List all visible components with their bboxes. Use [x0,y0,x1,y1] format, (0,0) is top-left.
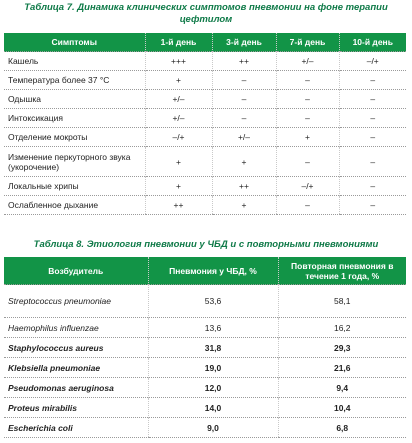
table-cell: – [339,147,406,177]
table-cell: 9,4 [278,378,406,398]
table-cell: 53,6 [148,285,278,318]
table-cell: – [276,71,339,90]
symptom-name: Локальные хрипы [4,177,145,196]
table-cell: ++ [212,52,276,71]
table8-caption: Таблица 8. Этиология пневмонии у ЧБД и с повторными пневмониями [33,239,379,250]
symptom-name: Интоксикация [4,109,145,128]
table-row [4,71,406,90]
col-header-day1: 1-й день [145,33,212,52]
table-cell: – [276,90,339,109]
table-row [4,338,406,358]
table-cell: –/+ [145,128,212,147]
table-cell: – [339,90,406,109]
table7-caption: Таблица 7. Динамика клинических симптомов пневмонии на фоне терапии цефтилом [24,2,388,25]
table-cell: +++ [145,52,212,71]
symptom-name: Температура более 37 °С [4,71,145,90]
table-cell: 58,1 [278,285,406,318]
symptom-name: Одышка [4,90,145,109]
etiology-table [4,257,406,438]
table-cell: 29,3 [278,338,406,358]
pathogen-name: Escherichia coli [4,418,148,438]
table-cell: 16,2 [278,318,406,338]
table-cell: – [212,109,276,128]
table8-header-row [4,257,406,285]
col-header-symptoms: Симптомы [4,33,145,52]
col-header-day7: 7-й день [276,33,339,52]
table-cell: 6,8 [278,418,406,438]
table-cell: – [276,196,339,215]
pathogen-name: Streptococcus pneumoniae [4,285,148,318]
table-row [4,196,406,215]
pathogen-name: Staphylococcus aureus [4,338,148,358]
col-header-recurrent-pneumonia: Повторная пневмония в течение 1 года, % [278,257,406,285]
pathogen-name: Haemophilus influenzae [4,318,148,338]
table-cell: – [276,109,339,128]
table-cell: –/+ [276,177,339,196]
symptom-name: Ослабленное дыхание [4,196,145,215]
table-cell: 13,6 [148,318,278,338]
table7-header-row [4,33,406,52]
table-row [4,318,406,338]
table-cell: + [145,177,212,196]
table-cell: 12,0 [148,378,278,398]
table-cell: + [145,71,212,90]
table-cell: – [212,90,276,109]
table-row [4,128,406,147]
table-cell: 21,6 [278,358,406,378]
table-cell: 14,0 [148,398,278,418]
col-header-day3: 3-й день [212,33,276,52]
table-row [4,358,406,378]
symptom-name: Отделение мокроты [4,128,145,147]
table-cell: – [339,196,406,215]
table-cell: – [339,177,406,196]
table-cell: +/– [145,90,212,109]
col-header-fsc-pneumonia: Пневмония у ЧБД, % [148,257,278,285]
symptoms-table [4,33,406,215]
table-row [4,398,406,418]
pathogen-name: Pseudomonas aeruginosa [4,378,148,398]
symptom-name: Изменение перкуторного звука (укорочение) [4,147,145,177]
col-header-pathogen: Возбудитель [4,257,148,285]
table-row [4,418,406,438]
table-cell: 9,0 [148,418,278,438]
table-cell: 10,4 [278,398,406,418]
table-cell: –/+ [339,52,406,71]
table-cell: ++ [145,196,212,215]
table-row [4,147,406,177]
symptom-name: Кашель [4,52,145,71]
table-cell: + [145,147,212,177]
table-cell: +/– [212,128,276,147]
col-header-day10: 10-й день [339,33,406,52]
table-cell: + [212,147,276,177]
table-row [4,90,406,109]
table-row [4,378,406,398]
pathogen-name: Proteus mirabilis [4,398,148,418]
table-row [4,52,406,71]
table-cell: + [276,128,339,147]
table-row [4,285,406,318]
table-cell: – [276,147,339,177]
table-cell: – [339,71,406,90]
table-cell: 19,0 [148,358,278,378]
table-row [4,177,406,196]
table-cell: +/– [276,52,339,71]
table-row [4,109,406,128]
table-cell: + [212,196,276,215]
table-cell: ++ [212,177,276,196]
table-cell: – [212,71,276,90]
table-cell: – [339,109,406,128]
table-cell: – [339,128,406,147]
table-cell: +/– [145,109,212,128]
table-cell: 31,8 [148,338,278,358]
pathogen-name: Klebsiella pneumoniae [4,358,148,378]
